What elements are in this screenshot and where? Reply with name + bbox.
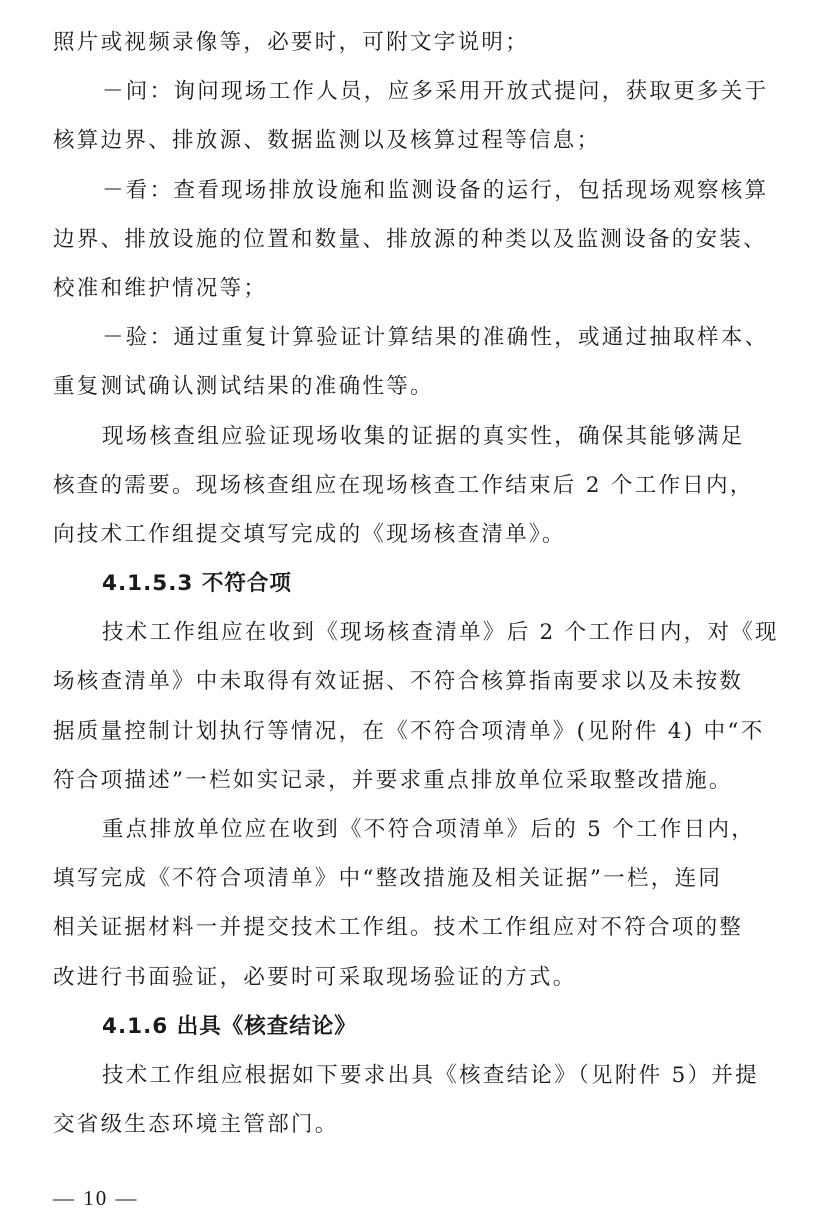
body-text-line: 据质量控制计划执行等情况，在《不符合项清单》(见附件 4) 中“不: [53, 718, 765, 744]
body-text-line: 重复测试确认测试结果的准确性等。: [53, 374, 434, 400]
body-text-line: 校准和维护情况等；: [53, 275, 268, 301]
section-heading-conclusion: 4.1.6 出具《核查结论》: [102, 1013, 357, 1039]
body-text-line: 照片或视频录像等，必要时，可附文字说明；: [53, 30, 530, 55]
body-text-line: 交省级生态环境主管部门。: [53, 1112, 339, 1138]
body-text-line: 场核查清单》中未取得有效证据、不符合核算指南要求以及未按数: [53, 669, 744, 695]
list-item-verify: －验：通过重复计算验证计算结果的准确性，或通过抽取样本、: [102, 325, 769, 351]
list-item-ask: －问：询问现场工作人员，应多采用开放式提问，获取更多关于: [102, 79, 769, 105]
body-text-line: 改进行书面验证，必要时可采取现场验证的方式。: [53, 964, 577, 990]
section-heading-nonconformity: 4.1.5.3 不符合项: [102, 571, 292, 597]
paragraph-start: 技术工作组应根据如下要求出具《核查结论》（见附件 5）并提: [102, 1062, 759, 1088]
paragraph-start: 技术工作组应在收到《现场核查清单》后 2 个工作日内，对《现: [102, 620, 779, 646]
body-text-line: 核算边界、排放源、数据监测以及核算过程等信息；: [53, 128, 601, 154]
body-text-line: 边界、排放设施的位置和数量、排放源的种类以及监测设备的安装、: [53, 226, 768, 252]
body-text-line: 向技术工作组提交填写完成的《现场核查清单》。: [53, 521, 566, 547]
document-body: [53, 18, 791, 1149]
body-text-line: 符合项描述”一栏如实记录，并要求重点排放单位采取整改措施。: [53, 767, 733, 793]
paragraph-start: 现场核查组应验证现场收集的证据的真实性，确保其能够满足: [102, 423, 745, 449]
body-text-line: 核查的需要。现场核查组应在现场核查工作结束后 2 个工作日内，: [53, 472, 754, 498]
body-text-line: 填写完成《不符合项清单》中“整改措施及相关证据”一栏，连同: [53, 866, 723, 892]
paragraph-start: 重点排放单位应在收到《不符合项清单》后的 5 个工作日内，: [102, 817, 756, 842]
page-number: — 10 —: [53, 1186, 139, 1210]
body-text-line: 相关证据材料一并提交技术工作组。技术工作组应对不符合项的整: [53, 915, 744, 941]
list-item-look: －看：查看现场排放设施和监测设备的运行，包括现场观察核算: [102, 177, 769, 203]
